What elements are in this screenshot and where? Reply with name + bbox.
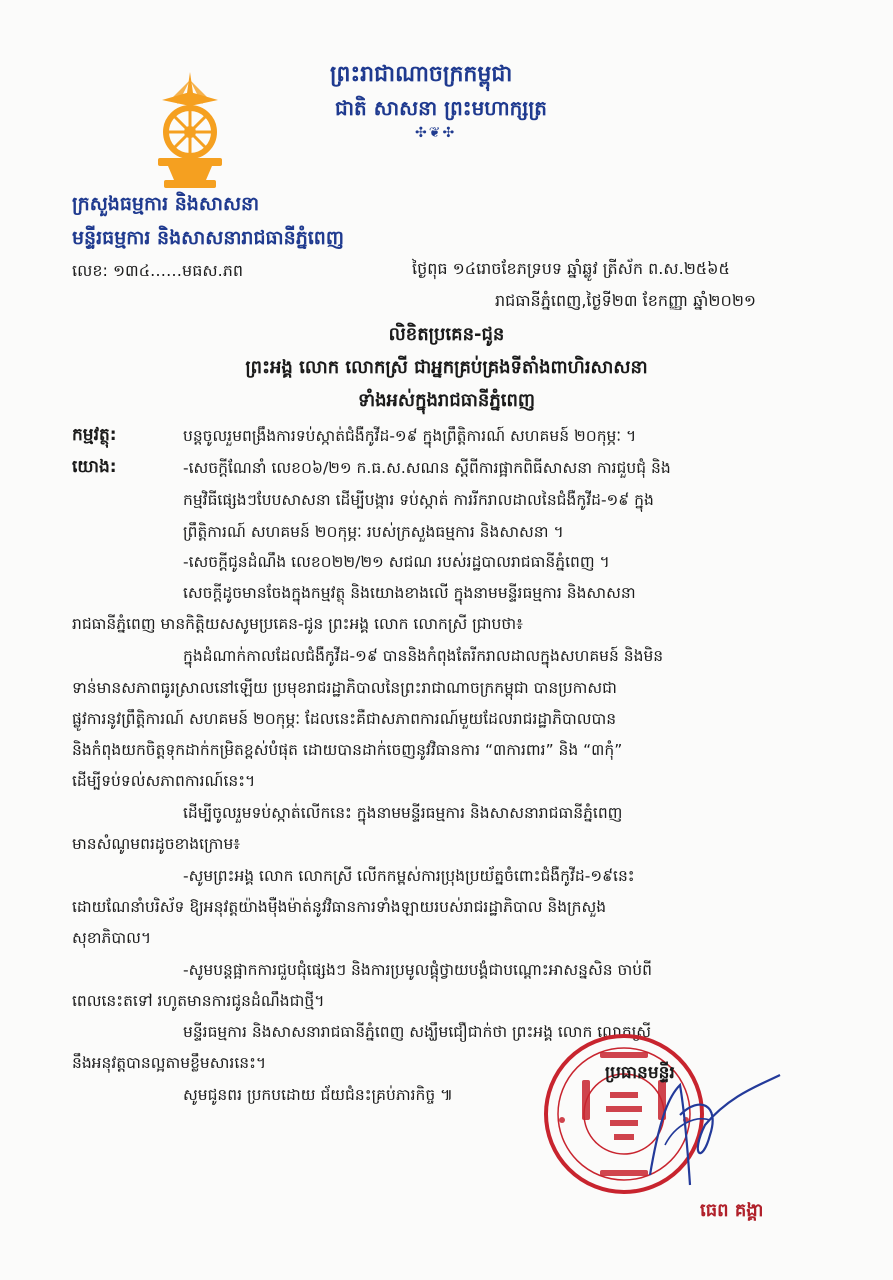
letter-title: លិខិតប្រគេន-ជូន xyxy=(388,324,505,345)
body-line: ព្រឹត្តិការណ៍ សហគមន៍ ២០កុម្ភៈ របស់ក្រសួងធម្មការ និងសាសនា ។ xyxy=(183,523,564,541)
reference-number: លេខ: ១៣៤……មធស.ភព xyxy=(72,261,243,280)
signatory-name: ធេព គង្គា xyxy=(700,1200,764,1221)
department-name: មន្ទីរធម្មការ និងសាសនារាជធានីភ្នំពេញ xyxy=(72,227,344,249)
letter-recipients: ព្រះអង្គ លោក លោកស្រី ជាអ្នកគ្រប់គ្រងទីតាំងពាហិរសាសនា xyxy=(245,357,648,378)
body-line: សេចក្តីដូចមានចែងក្នុងកម្មវត្ថុ និងយោងខាងលើ ក្នុងនាមមន្ទីរធម្មការ និងសាសនា xyxy=(183,584,636,602)
body-line: ដោយណែនាំបរិស័ទ ឱ្យអនុវត្តយ៉ាងម៉ឺងម៉ាត់នូវវិធានការទាំងឡាយរបស់រាជរដ្ឋាភិបាល និងក្រសួង xyxy=(72,898,607,916)
body-line: -សេចក្តីណែនាំ លេខ០៦/២១ ក.ធ.ស.សណន ស្តីពីការផ្អាកពិធីសាសនា ការជួបជុំ និង xyxy=(183,459,671,477)
decorative-ornament: ✣❦✣ xyxy=(415,125,457,141)
body-line: ក្នុងដំណាក់កាលដែលជំងឺកូវីដ-១៩ បាននិងកំពុងតែរីករាលដាលក្នុងសហគមន៍ និងមិន xyxy=(183,647,664,665)
body-line: ពេលនេះតទៅ រហូតមានការជូនដំណឹងជាថ្មី។ xyxy=(72,992,325,1010)
body-line: -សេចក្តីជូនដំណឹង លេខ០២២/២១ សជណ របស់រដ្ឋបាលរាជធានីភ្នំពេញ ។ xyxy=(183,553,610,571)
body-line: ទាន់មានសភាពធូរស្រាលនៅឡើយ ប្រមុខរាជរដ្ឋាភិបាលនៃព្រះរាជាណាចក្រកម្ពុជា បានប្រកាសជា xyxy=(72,679,617,697)
letter-recipients-scope: ទាំងអស់ក្នុងរាជធានីភ្នំពេញ xyxy=(357,390,536,411)
kingdom-motto: ជាតិ សាសនា ព្រះមហាក្សត្រ xyxy=(335,96,547,120)
body-line: ដើម្បីទប់ទល់សភាពការណ៍នេះ។ xyxy=(72,772,256,790)
body-line: សុខាភិបាល។ xyxy=(72,929,152,947)
body-line: មានសំណូមពរដូចខាងក្រោម៖ xyxy=(72,835,241,853)
solar-date: រាជធានីភ្នំពេញ,ថ្ងៃទី២៣ ខែកញ្ញា ឆ្នាំ២០២១ xyxy=(495,291,757,310)
body-line: រាជធានីភ្នំពេញ មានកិត្តិយសសូមប្រគេន-ជូន ព្រះអង្គ លោក លោកស្រី ជ្រាបថា៖ xyxy=(72,615,523,633)
emblem-logo xyxy=(150,70,230,195)
body-line: នឹងអនុវត្តបានល្អតាមខ្លឹមសារនេះ។ xyxy=(72,1054,267,1072)
body-line: ដើម្បីចូលរួមទប់ស្កាត់លើកនេះ ក្នុងនាមមន្ទីរធម្មការ និងសាសនារាជធានីភ្នំពេញ xyxy=(183,804,623,822)
body-line: កម្មវិធីផ្សេងៗបែបសាសនា ដើម្បីបង្ការ ទប់ស្កាត់ ការរីករាលដាលនៃជំងឺកូវីដ-១៩ ក្នុង xyxy=(183,491,654,509)
reference-label: យោង: xyxy=(72,457,117,477)
subject-label: កម្មវត្ថុ: xyxy=(72,425,117,445)
body-line: មន្ទីរធម្មការ និងសាសនារាជធានីភ្នំពេញ សង្ឃឹមជឿជាក់ថា ព្រះអង្គ លោក លោកស្រី xyxy=(183,1023,652,1041)
kingdom-title: ព្រះរាជាណាចក្រកម្ពុជា xyxy=(330,62,513,87)
body-line: សូមជូនពរ ប្រកបដោយ ជ័យជំនះគ្រប់ភារកិច្ច ៕ xyxy=(183,1086,453,1104)
signatory-title: ប្រធានមន្ទីរ xyxy=(605,1063,675,1083)
body-line: និងកំពុងយកចិត្តទុកដាក់កម្រិតខ្ពស់បំផុត ដោយបានដាក់ចេញនូវវិធានការ “៣ការពារ” និង “៣កុំ” xyxy=(72,741,623,759)
body-line: បន្តចូលរួមពង្រឹងការទប់ស្កាត់ជំងឺកូវីដ-១៩ ក្នុងព្រឹត្តិការណ៍ សហគមន៍ ២០កុម្ភៈ ។ xyxy=(183,427,637,445)
lunar-date: ថ្ងៃពុធ ១៤រោចខែភទ្របទ ឆ្នាំឆ្លូវ ត្រីស័ក ព.ស.២៥៦៥ xyxy=(412,259,730,278)
body-line: ផ្លូវការនូវព្រឹត្តិការណ៍ សហគមន៍ ២០កុម្ភៈ ដែលនេះគឺជាសភាពការណ៍មួយដែលរាជរដ្ឋាភិបាលបាន xyxy=(72,710,617,728)
ministry-name: ក្រសួងធម្មការ និងសាសនា xyxy=(72,193,260,215)
body-line: -សូមបន្តផ្អាកការជួបជុំផ្សេងៗ និងការប្រមូលផ្តុំថ្វាយបង្គំជាបណ្តោះអាសន្នសិន ចាប់ពី xyxy=(183,961,652,979)
body-line: -សូមព្រះអង្គ លោក លោកស្រី លើកកម្ពស់ការប្រុងប្រយ័ត្នចំពោះជំងឺកូវីដ-១៩នេះ xyxy=(183,867,635,885)
